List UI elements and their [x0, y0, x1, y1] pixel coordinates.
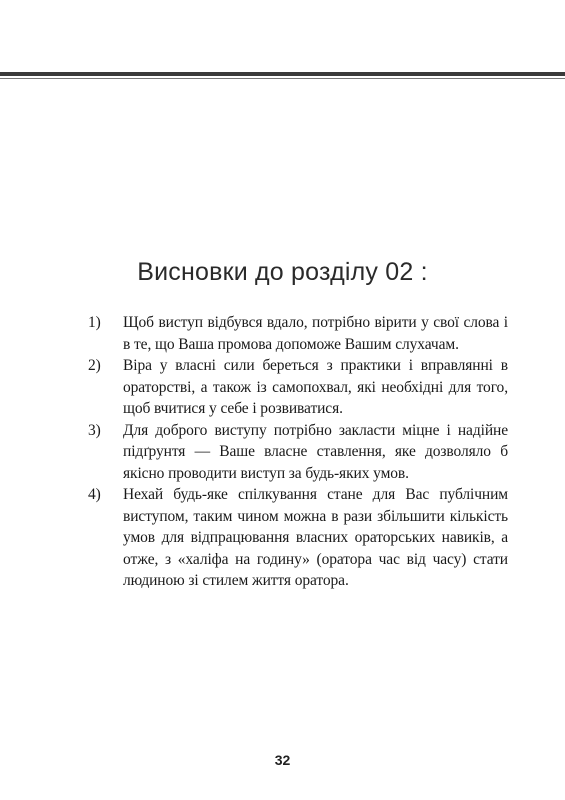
header-rule	[0, 72, 565, 82]
section-title: Висновки до розділу 02 :	[137, 258, 428, 286]
conclusion-text: Нехай будь-яке спілкування стане для Вас публічним виступом, таким чином можна в рази збільшити кількість умов для відпрацювання власних ораторських навиків, а отже, з «халіфа на годину» (оратора час від часу) стати людиною зі стилем життя оратора.	[123, 486, 508, 589]
conclusion-item	[88, 420, 508, 485]
header-rule-thick	[0, 72, 565, 76]
conclusion-number: 3)	[88, 421, 101, 439]
conclusions-list	[88, 312, 508, 592]
conclusion-item	[88, 484, 508, 592]
conclusion-text: Щоб виступ відбувся вдало, потрібно вірити у свої слова і в те, що Ваша промова допоможе Вашим слухачам.	[123, 314, 508, 353]
conclusion-number: 2)	[88, 357, 101, 374]
page-number: 32	[274, 752, 291, 768]
conclusion-text: Віра у власні сили береться з практики і вправлянні в ораторстві, а також із самопохвал, які необхідні для того, щоб вчитися у себе і розвиватися.	[123, 357, 508, 417]
conclusion-number: 1)	[88, 314, 101, 331]
header-rule-thin	[0, 78, 565, 79]
conclusion-number: 4)	[88, 486, 101, 503]
conclusion-item	[88, 355, 508, 420]
conclusion-item	[88, 312, 508, 355]
conclusion-text: Для доброго виступу потрібно закласти міцне і надійне підґрунтя — Ваше власне ставлення, яке дозволяло б якісно проводити виступ за будь-яких умов.	[123, 421, 508, 482]
